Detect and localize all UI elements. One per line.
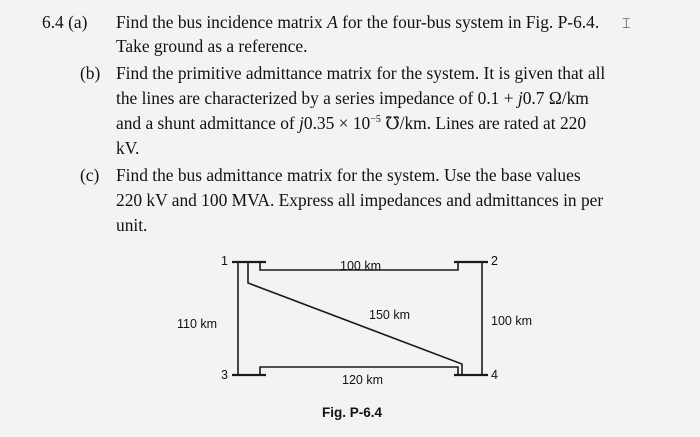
part-c-label: (c) (80, 165, 100, 185)
part-a-line-2: Take ground as a reference. (116, 36, 308, 56)
figure-caption: Fig. P-6.4 (322, 405, 383, 420)
bus-1-label: 1 (221, 254, 228, 268)
bus-4-label: 4 (491, 368, 498, 382)
line-1-2-length: 100 km (340, 259, 381, 273)
bus-2-label: 2 (491, 254, 498, 268)
text-cursor-icon: ⌶ (622, 16, 631, 32)
part-c-line-3: unit. (116, 215, 148, 235)
part-b-line-2: the lines are characterized by a series impedance of 0.1 + j0.7 Ω/km (116, 88, 589, 108)
part-b-line-4: kV. (116, 138, 140, 158)
part-c-line-2: 220 kV and 100 MVA. Express all impedances and admittances in per (116, 190, 604, 210)
line-1-3-length: 110 km (177, 317, 218, 331)
part-b-line-3: and a shunt admittance of $j0.35 \times 10^{-5}$ ℧/km. Lines are rated at 220 (116, 113, 587, 133)
part-b-line-1: Find the primitive admittance matrix for the system. It is given that all (116, 63, 606, 83)
part-c-line-1: Find the bus admittance matrix for the system. Use the base values (116, 165, 581, 185)
problem-number: 6.4 (a) (42, 12, 88, 32)
line-1-4 (248, 262, 462, 375)
part-b-label: (b) (80, 63, 101, 83)
line-1-4-length: 150 km (369, 308, 410, 322)
line-2-4-length: 100 km (491, 314, 532, 328)
line-3-4-length: 120 km (342, 373, 383, 387)
bus-3-label: 3 (221, 368, 228, 382)
part-a-line-1: Find the bus incidence matrix A for the four-bus system in Fig. P-6.4. (116, 12, 600, 32)
